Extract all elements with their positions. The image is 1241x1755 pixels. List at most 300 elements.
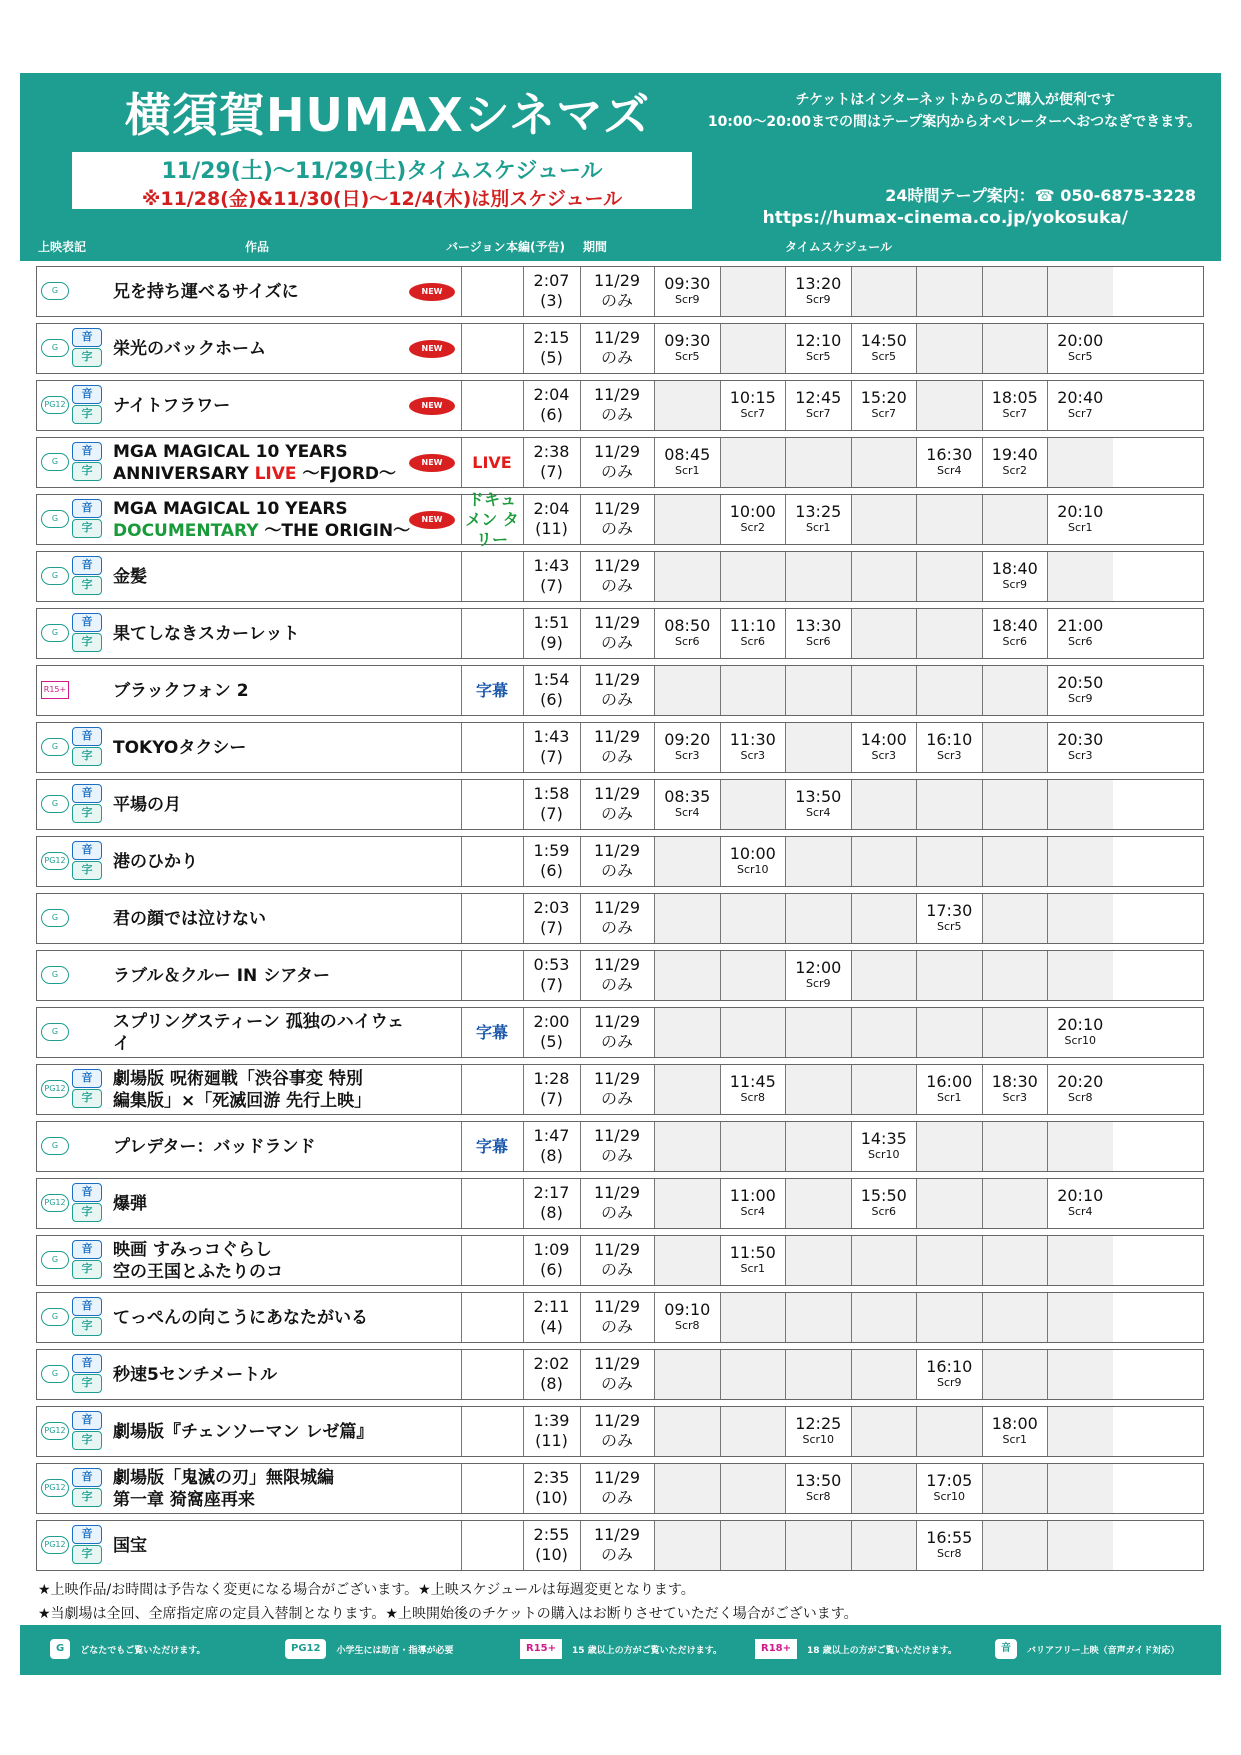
rating-badge: G <box>41 1137 69 1155</box>
runtime-main: 1:59 <box>533 841 570 860</box>
period <box>580 1008 654 1057</box>
movie-title <box>113 609 418 658</box>
col-rating: 上映表記 <box>38 240 87 254</box>
screen-number: Scr9 <box>1067 692 1093 705</box>
showtime-slot[interactable] <box>916 1464 982 1513</box>
showtime-slot[interactable] <box>1047 1065 1113 1114</box>
screen-number: Scr3 <box>1067 749 1093 762</box>
showtime-slot[interactable] <box>916 723 982 772</box>
showtime: 19:40 <box>991 445 1038 464</box>
showtime-slot <box>982 1179 1048 1228</box>
screen-number: Scr3 <box>1002 1091 1028 1104</box>
showtime-slot <box>982 1122 1048 1171</box>
showtime-slot <box>654 951 720 1000</box>
movie-title <box>113 552 418 601</box>
showtime-slot <box>1047 894 1113 943</box>
movie-title <box>113 324 418 373</box>
showtime-slot <box>916 324 982 373</box>
runtime-trailer: (11) <box>535 1431 568 1450</box>
runtime-trailer: (6) <box>540 690 563 709</box>
screen-number: Scr9 <box>936 1376 962 1389</box>
period-note: のみ <box>600 348 633 367</box>
runtime <box>523 1521 580 1570</box>
schedule-row <box>36 266 1204 317</box>
showtime-slot[interactable] <box>982 552 1048 601</box>
showtime-slot <box>851 1407 917 1456</box>
showtime-slot <box>982 780 1048 829</box>
showtime-slot <box>916 552 982 601</box>
period-date: 11/29 <box>593 841 641 860</box>
movie-title-line: 映画 すみっコぐらし <box>113 1239 272 1260</box>
runtime-main: 2:55 <box>533 1525 570 1544</box>
showtime-slot <box>720 1122 786 1171</box>
showtime-slot <box>851 1065 917 1114</box>
showtime: 18:05 <box>991 388 1038 407</box>
period <box>580 666 654 715</box>
subtitle-guide-icon: 字 <box>72 519 102 538</box>
showtime-slot <box>654 666 720 715</box>
rating-badge: R15+ <box>41 681 69 699</box>
period <box>580 1065 654 1114</box>
showtime-slot[interactable] <box>982 1407 1048 1456</box>
showtime-slot <box>654 1521 720 1570</box>
schedule-date-title: 11/29(土)～11/29(土)タイムスケジュール <box>161 159 603 184</box>
showtime-slot <box>851 267 917 316</box>
audio-guide-icon: 音 <box>72 442 102 461</box>
version-label <box>461 1293 523 1342</box>
schedule-row <box>36 1406 1204 1457</box>
rating-marks <box>39 1124 107 1169</box>
showtime-slot[interactable] <box>982 438 1048 487</box>
legend-badge: G <box>50 1639 70 1659</box>
col-version: バージョン <box>446 240 506 254</box>
screen-number: Scr3 <box>674 749 700 762</box>
showtime-slot <box>851 552 917 601</box>
legend-item <box>755 1638 957 1660</box>
website-link[interactable]: https://humax-cinema.co.jp/yokosuka/ <box>762 208 1128 228</box>
audio-guide-icon: 音 <box>72 1354 102 1373</box>
period-note: のみ <box>600 1032 633 1051</box>
screen-number: Scr10 <box>867 1148 900 1161</box>
showtime-slot[interactable] <box>654 609 720 658</box>
new-badge: NEW <box>409 511 455 529</box>
showtime-slot <box>1047 1350 1113 1399</box>
showtime-slot[interactable] <box>720 1236 786 1285</box>
legend-text: 15 歳以上の方がご覧いただけます。 <box>572 1645 722 1656</box>
period-note: のみ <box>600 918 633 937</box>
subtitle-guide-icon: 字 <box>72 462 102 481</box>
screen-number: Scr8 <box>1067 1091 1093 1104</box>
showtime-slot <box>720 438 786 487</box>
version-label <box>461 780 523 829</box>
movie-title-line: 果てしなきスカーレット <box>113 623 300 644</box>
showtime-slot[interactable] <box>654 267 720 316</box>
movie-title <box>113 1236 418 1285</box>
runtime <box>523 438 580 487</box>
runtime-main: 1:43 <box>533 727 570 746</box>
runtime-main: 2:04 <box>533 499 570 518</box>
screen-number: Scr5 <box>805 350 831 363</box>
version-label <box>461 1350 523 1399</box>
period-note: のみ <box>600 462 633 481</box>
rating-marks <box>39 725 107 770</box>
schedule-row <box>36 1520 1204 1571</box>
showtime-slot[interactable] <box>1047 1179 1113 1228</box>
showtime-slot <box>720 666 786 715</box>
new-badge: NEW <box>409 397 455 415</box>
period-note: のみ <box>600 1089 633 1108</box>
runtime <box>523 609 580 658</box>
rating-badge: G <box>41 339 69 357</box>
rating-marks <box>39 1409 107 1454</box>
showtime-slot <box>982 495 1048 544</box>
showtime-slot <box>654 552 720 601</box>
rating-marks <box>39 1238 107 1283</box>
showtime-slot[interactable] <box>720 723 786 772</box>
showtime-slot[interactable] <box>785 267 851 316</box>
screen-number: Scr1 <box>1067 521 1093 534</box>
movie-title-line: プレデター：バッドランド <box>113 1136 316 1157</box>
rating-marks <box>39 782 107 827</box>
showtime: 09:20 <box>664 730 711 749</box>
showtime-slot[interactable] <box>785 780 851 829</box>
screen-number: Scr8 <box>805 1490 831 1503</box>
showtime: 09:10 <box>664 1300 711 1319</box>
screen-number: Scr3 <box>936 749 962 762</box>
showtime: 20:10 <box>1057 1015 1104 1034</box>
screen-number: Scr4 <box>805 806 831 819</box>
period <box>580 609 654 658</box>
showtime-slot[interactable] <box>982 1065 1048 1114</box>
subtitle-guide-icon: 字 <box>72 1374 102 1393</box>
schedule-row <box>36 1121 1204 1172</box>
rating-marks <box>39 668 107 713</box>
showtime-slot <box>982 1293 1048 1342</box>
version-label <box>461 723 523 772</box>
col-schedule: タイムスケジュール <box>785 240 893 254</box>
screen-number: Scr6 <box>740 635 766 648</box>
audio-guide-icon: 音 <box>72 613 102 632</box>
rating-marks <box>39 1352 107 1397</box>
notes <box>38 1578 858 1626</box>
period-note: のみ <box>600 1260 633 1279</box>
runtime-main: 1:51 <box>533 613 570 632</box>
period <box>580 1464 654 1513</box>
showtime-slot[interactable] <box>916 1521 982 1570</box>
showtime-slot[interactable] <box>916 1065 982 1114</box>
subtitle-guide-icon: 字 <box>72 1488 102 1507</box>
runtime <box>523 1065 580 1114</box>
runtime-trailer: (7) <box>540 975 563 994</box>
showtime-slot <box>654 1407 720 1456</box>
showtime: 12:10 <box>795 331 842 350</box>
showtime-slot[interactable] <box>1047 666 1113 715</box>
showtime-slot[interactable] <box>720 495 786 544</box>
runtime <box>523 1464 580 1513</box>
subtitle-guide-icon: 字 <box>72 348 102 367</box>
runtime-main: 2:17 <box>533 1183 570 1202</box>
subtitle-guide-icon: 字 <box>72 1431 102 1450</box>
showtime-slot[interactable] <box>654 723 720 772</box>
version-label <box>461 552 523 601</box>
movie-title <box>113 1293 418 1342</box>
legend-item <box>520 1638 722 1660</box>
movie-title <box>113 723 418 772</box>
showtime-slot <box>982 267 1048 316</box>
showtime-slot[interactable] <box>720 1179 786 1228</box>
showtime-slot[interactable] <box>785 609 851 658</box>
showtime-slot <box>851 1236 917 1285</box>
showtime-slot <box>851 1008 917 1057</box>
schedule-row <box>36 1292 1204 1343</box>
showtime-slot[interactable] <box>1047 1008 1113 1057</box>
runtime-main: 1:58 <box>533 784 570 803</box>
runtime-trailer: (10) <box>535 1488 568 1507</box>
period-note: のみ <box>600 1203 633 1222</box>
showtime-slot[interactable] <box>916 438 982 487</box>
audio-guide-icon: 音 <box>72 1183 102 1202</box>
showtime: 16:10 <box>926 730 973 749</box>
schedule-row <box>36 489 1204 549</box>
period-date: 11/29 <box>593 1069 641 1088</box>
showtime-slot[interactable] <box>1047 495 1113 544</box>
screen-number: Scr5 <box>871 350 897 363</box>
movie-title-line: MGA MAGICAL 10 YEARS <box>113 498 348 519</box>
showtime-slot <box>1047 837 1113 886</box>
showtime-slot <box>785 894 851 943</box>
showtime-slot <box>785 1521 851 1570</box>
movie-title-line: TOKYOタクシー <box>113 737 247 758</box>
rating-marks <box>39 953 107 998</box>
movie-title-line: 平場の月 <box>113 794 181 815</box>
showtime-slot[interactable] <box>916 894 982 943</box>
period <box>580 495 654 544</box>
col-length: 本編(予告) <box>506 240 565 254</box>
rating-marks <box>39 839 107 884</box>
runtime <box>523 1293 580 1342</box>
showtime-slot <box>1047 780 1113 829</box>
showtime-slot <box>916 951 982 1000</box>
showtime: 18:40 <box>991 616 1038 635</box>
screen-number: Scr7 <box>805 407 831 420</box>
runtime-trailer: (8) <box>540 1146 563 1165</box>
movie-title <box>113 1350 418 1399</box>
showtime-slot[interactable] <box>654 1293 720 1342</box>
runtime <box>523 780 580 829</box>
runtime-main: 2:35 <box>533 1468 570 1487</box>
showtime: 20:10 <box>1057 1186 1104 1205</box>
date-box <box>72 152 692 209</box>
showtime-slot[interactable] <box>654 438 720 487</box>
screen-number: Scr1 <box>936 1091 962 1104</box>
showtime: 20:00 <box>1057 331 1104 350</box>
showtime-slot[interactable] <box>1047 609 1113 658</box>
movie-title-line: MGA MAGICAL 10 YEARS <box>113 441 348 462</box>
movie-title-line: 劇場版 呪術廻戦「渋谷事変 特別 <box>113 1068 363 1089</box>
showtime-slot <box>654 1236 720 1285</box>
screen-number: Scr1 <box>740 1262 766 1275</box>
showtime-slot <box>916 837 982 886</box>
showtime-slot <box>785 1008 851 1057</box>
period <box>580 1521 654 1570</box>
showtime-slot[interactable] <box>982 381 1048 430</box>
movie-title-line: ラブル＆クルー IN シアター <box>113 965 331 986</box>
showtime-slot[interactable] <box>851 1122 917 1171</box>
runtime-main: 2:03 <box>533 898 570 917</box>
showtime-slot <box>785 666 851 715</box>
runtime <box>523 1008 580 1057</box>
version-label <box>461 609 523 658</box>
showtime-slot[interactable] <box>720 1065 786 1114</box>
movie-title <box>113 951 418 1000</box>
showtime-slot <box>982 894 1048 943</box>
showtime-slot[interactable] <box>851 381 917 430</box>
runtime-trailer: (7) <box>540 804 563 823</box>
schedule-row <box>36 1178 1204 1229</box>
subtitle-guide-icon: 字 <box>72 1545 102 1564</box>
showtime-slot[interactable] <box>785 495 851 544</box>
runtime-main: 1:47 <box>533 1126 570 1145</box>
period <box>580 951 654 1000</box>
showtime-slot[interactable] <box>1047 324 1113 373</box>
showtime-slot <box>785 1122 851 1171</box>
showtime: 20:30 <box>1057 730 1104 749</box>
rating-badge: G <box>41 567 69 585</box>
period <box>580 1122 654 1171</box>
period <box>580 723 654 772</box>
movie-title-line: 栄光のバックホーム <box>113 338 266 359</box>
rating-marks <box>39 269 107 314</box>
rating-badge: G <box>41 1308 69 1326</box>
showtime-slot[interactable] <box>916 1350 982 1399</box>
showtime: 12:25 <box>795 1414 842 1433</box>
movie-title-line: 秒速5センチメートル <box>113 1364 278 1385</box>
legend-item <box>285 1638 453 1660</box>
audio-guide-icon: 音 <box>72 841 102 860</box>
showtime-slot[interactable] <box>785 324 851 373</box>
screen-number: Scr4 <box>936 464 962 477</box>
runtime <box>523 1407 580 1456</box>
showtime-slot <box>851 1464 917 1513</box>
showtime-slot <box>1047 1236 1113 1285</box>
showtime-slot <box>720 1464 786 1513</box>
showtime-slot[interactable] <box>720 609 786 658</box>
showtime-slot[interactable] <box>785 1407 851 1456</box>
showtime-slot[interactable] <box>851 1179 917 1228</box>
subtitle-guide-icon: 字 <box>72 804 102 823</box>
showtime: 10:15 <box>729 388 776 407</box>
showtime-slot[interactable] <box>785 1464 851 1513</box>
subtitle-guide-icon: 字 <box>72 1203 102 1222</box>
showtime-slot <box>785 1236 851 1285</box>
showtime-slot[interactable] <box>851 324 917 373</box>
screen-number: Scr6 <box>674 635 700 648</box>
movie-title <box>113 894 418 943</box>
showtime-slot <box>851 1293 917 1342</box>
showtime-slot[interactable] <box>851 723 917 772</box>
showtime: 11:30 <box>729 730 776 749</box>
showtime-slot[interactable] <box>982 609 1048 658</box>
screen-number: Scr8 <box>674 1319 700 1332</box>
showtime-slot[interactable] <box>1047 381 1113 430</box>
schedule-row <box>36 950 1204 1001</box>
phone-info: 24時間テープ案内：☎ 050-6875-3228 <box>885 186 1196 205</box>
period <box>580 381 654 430</box>
audio-guide-icon: 音 <box>72 499 102 518</box>
showtime-slot <box>851 951 917 1000</box>
schedule-row <box>36 1064 1204 1115</box>
showtime-slot[interactable] <box>1047 723 1113 772</box>
runtime <box>523 1179 580 1228</box>
screen-number: Scr1 <box>674 464 700 477</box>
showtime-slot <box>785 1179 851 1228</box>
showtime-slot <box>1047 1122 1113 1171</box>
showtime-slot <box>916 495 982 544</box>
runtime-main: 1:09 <box>533 1240 570 1259</box>
legend-footer <box>20 1625 1221 1675</box>
movie-title-line: 国宝 <box>113 1535 147 1556</box>
showtime: 16:55 <box>926 1528 973 1547</box>
runtime <box>523 666 580 715</box>
showtime-slot[interactable] <box>785 951 851 1000</box>
showtime-slot <box>851 495 917 544</box>
showtime: 20:20 <box>1057 1072 1104 1091</box>
movie-title-line: 兄を持ち運べるサイズに <box>113 281 299 302</box>
showtime-slot[interactable] <box>720 381 786 430</box>
runtime <box>523 495 580 544</box>
showtime: 13:30 <box>795 616 842 635</box>
period-date: 11/29 <box>593 1525 641 1544</box>
runtime <box>523 951 580 1000</box>
screen-number: Scr6 <box>1002 635 1028 648</box>
movie-title <box>113 1464 418 1513</box>
schedule-row <box>36 893 1204 944</box>
runtime-main: 2:00 <box>533 1012 570 1031</box>
showtime-slot <box>720 1350 786 1399</box>
audio-guide-icon: 音 <box>72 385 102 404</box>
runtime-trailer: (8) <box>540 1203 563 1222</box>
period-date: 11/29 <box>593 1411 641 1430</box>
period-date: 11/29 <box>593 556 641 575</box>
runtime-trailer: (6) <box>540 1260 563 1279</box>
runtime-main: 2:11 <box>533 1297 570 1316</box>
header-banner <box>20 73 1221 231</box>
runtime-main: 1:43 <box>533 556 570 575</box>
period-note: のみ <box>600 1488 633 1507</box>
movie-title-line: 君の顔では泣けない <box>113 908 266 929</box>
legend-badge: 音 <box>995 1639 1017 1659</box>
subtitle-guide-icon: 字 <box>72 1089 102 1108</box>
showtime: 18:40 <box>991 559 1038 578</box>
col-period: 期間 <box>583 240 608 254</box>
period-date: 11/29 <box>593 1240 641 1259</box>
rating-marks <box>39 1466 107 1511</box>
schedule-row <box>36 608 1204 659</box>
showtime-slot <box>1047 1464 1113 1513</box>
runtime-main: 2:07 <box>533 271 570 290</box>
showtime-slot[interactable] <box>654 324 720 373</box>
subtitle-guide-icon: 字 <box>72 747 102 766</box>
period-note: のみ <box>600 861 633 880</box>
version-label: LIVE <box>472 452 512 472</box>
showtime-slot[interactable] <box>654 780 720 829</box>
title-highlight: LIVE <box>254 463 297 484</box>
showtime-slot[interactable] <box>720 837 786 886</box>
screen-number: Scr1 <box>805 521 831 534</box>
audio-guide-icon: 音 <box>72 1297 102 1316</box>
showtime-slot[interactable] <box>785 381 851 430</box>
showtime: 14:35 <box>860 1129 907 1148</box>
